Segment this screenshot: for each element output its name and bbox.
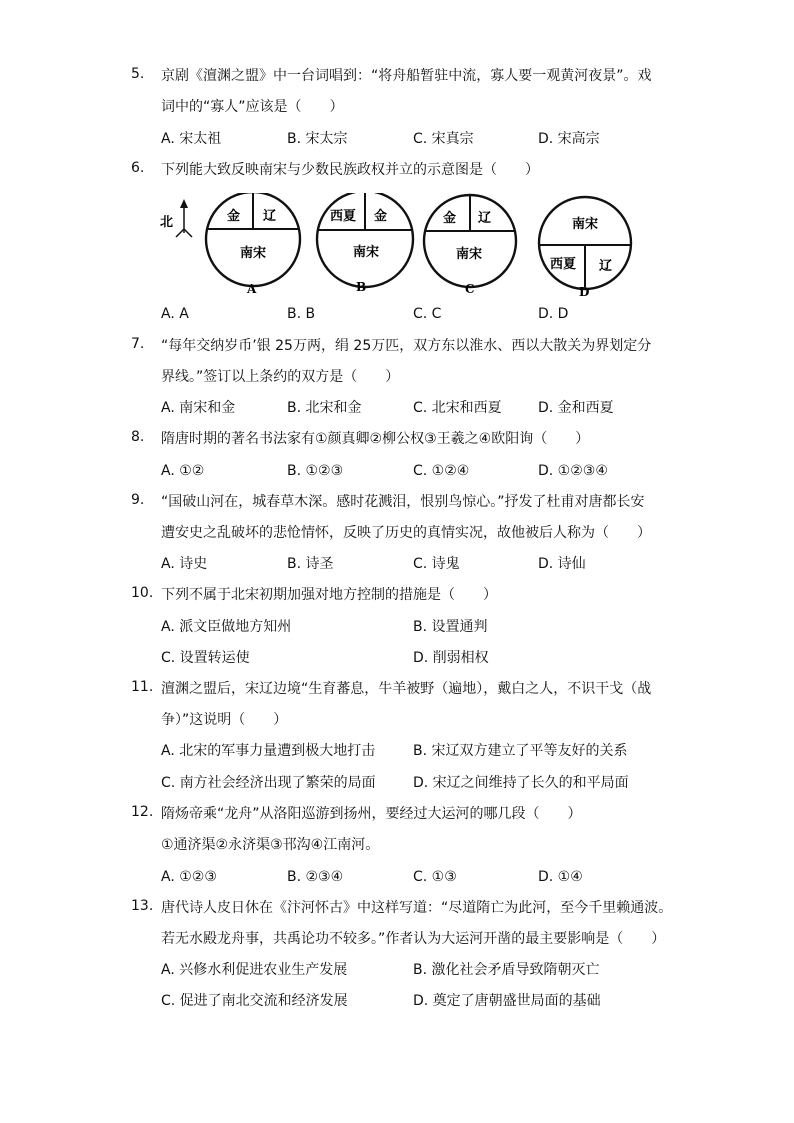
option-a[interactable]: A. A <box>161 306 189 322</box>
question-number: 9. <box>131 492 145 508</box>
region-label: 辽 <box>599 259 613 274</box>
region-label: 南宋 <box>353 245 380 260</box>
map-letter: D <box>579 285 590 298</box>
question-number: 12. <box>131 804 154 820</box>
question-number: 10. <box>131 585 154 601</box>
question-number: 5. <box>131 66 145 82</box>
option-d[interactable]: D. 奠定了唐朝盛世局面的基础 <box>413 993 601 1009</box>
option-a[interactable]: A. 宋太祖 <box>161 131 222 147</box>
question-stem-line: ①通济渠②永济渠③邗沟④江南河。 <box>161 837 380 853</box>
option-b[interactable]: B. 设置通判 <box>413 619 488 635</box>
question-stem-line: 下列不属于北宋初期加强对地方控制的措施是（ ） <box>161 587 497 603</box>
region-label: 西夏 <box>330 209 357 224</box>
option-d[interactable]: D. 削弱相权 <box>413 650 489 666</box>
option-b[interactable]: B. 北宋和金 <box>287 400 362 416</box>
question-stem-line: “每年交纳岁币’银 25万两，绢 25万匹，双方东以淮水、西以大散关为界划定分 <box>161 338 652 354</box>
option-a[interactable]: A. 北宋的军事力量遭到极大地打击 <box>161 743 376 759</box>
region-label: 辽 <box>478 211 492 226</box>
map-letter: C <box>465 282 475 296</box>
region-label: 金 <box>443 211 457 226</box>
option-c[interactable]: C. 北宋和西夏 <box>413 400 502 416</box>
option-d[interactable]: D. ①②③④ <box>538 463 608 479</box>
question-number: 8. <box>131 429 145 445</box>
question-number: 11. <box>131 679 154 695</box>
option-a[interactable]: A. ①② <box>161 463 205 479</box>
region-label: 金 <box>374 209 388 224</box>
question-stem-line: 唐代诗人皮日休在《汴河怀古》中这样写道：“尽道隋亡为此河，至今千里赖通波。 <box>161 900 673 916</box>
option-b[interactable]: B. 诗圣 <box>287 556 334 572</box>
option-a[interactable]: A. 诗史 <box>161 556 208 572</box>
option-c[interactable]: C. 诗鬼 <box>413 556 460 572</box>
question-stem-line: 遭安史之乱破坏的悲怆情怀，反映了历史的真情实况，故他被后人称为（ ） <box>161 525 651 541</box>
question-stem-line: 京剧《澶渊之盟》中一台词唱到：“将舟船暂驻中流，寡人要一观黄河夜景”。戏 <box>161 68 652 84</box>
option-a[interactable]: A. 派文臣做地方知州 <box>161 619 292 635</box>
question-number: 7. <box>131 336 145 352</box>
region-label: 南宋 <box>240 246 267 261</box>
region-label: 西夏 <box>550 257 577 272</box>
option-c[interactable]: C. 宋真宗 <box>413 131 474 147</box>
option-b[interactable]: B. 激化社会矛盾导致隋朝灭亡 <box>413 962 600 978</box>
option-c[interactable]: C. ①②④ <box>413 463 470 479</box>
question-stem-line: 隋唐时期的著名书法家有①颜真卿②柳公权③王羲之④欧阳询（ ） <box>161 431 590 447</box>
option-b[interactable]: B. ②③④ <box>287 869 344 885</box>
option-c[interactable]: C. 南方社会经济出现了繁荣的局面 <box>161 775 376 791</box>
question-stem-line: 澶渊之盟后，宋辽边境“生育蕃息，牛羊被野（遍地），戴白之人，不识干戈（战 <box>161 681 652 697</box>
option-a[interactable]: A. 南宋和金 <box>161 400 236 416</box>
question-stem-line: 界线。”签订以上条约的双方是（ ） <box>161 369 400 385</box>
option-d[interactable]: D. D <box>538 306 569 322</box>
region-label: 金 <box>227 209 241 224</box>
question-number: 6. <box>131 160 145 176</box>
question-stem-line: 若无水殿龙舟事，共禹论功不较多。”作者认为大运河开凿的最主要影响是（ ） <box>161 931 666 947</box>
region-label: 南宋 <box>456 247 483 262</box>
option-d[interactable]: D. ①④ <box>538 869 583 885</box>
region-label: 南宋 <box>572 217 599 232</box>
option-a[interactable]: A. 兴修水利促进农业生产发展 <box>161 962 348 978</box>
north-label: 北 <box>160 215 174 230</box>
option-d[interactable]: D. 宋高宗 <box>538 131 600 147</box>
question-stem-line: 词中的“寡人”应该是（ ） <box>161 99 344 115</box>
option-c[interactable]: C. 促进了南北交流和经济发展 <box>161 993 348 1009</box>
option-c[interactable]: C. ①③ <box>413 869 457 885</box>
option-c[interactable]: C. C <box>413 306 442 322</box>
map-b <box>317 193 413 294</box>
option-d[interactable]: D. 宋辽之间维持了长久的和平局面 <box>413 775 629 791</box>
north-arrow <box>160 199 192 237</box>
option-b[interactable]: B. 宋太宗 <box>287 131 348 147</box>
map-letter: A <box>247 282 257 296</box>
territory-diagram <box>158 193 648 298</box>
option-b[interactable]: B. B <box>287 306 316 322</box>
question-stem-line: 争）”这说明（ ） <box>161 712 288 728</box>
option-b[interactable]: B. ①②③ <box>287 463 344 479</box>
question-stem-line: “国破山河在，城春草木深。感时花溅泪，恨别鸟惊心。”抒发了杜甫对唐都长安 <box>161 494 645 510</box>
question-stem-line: 隋炀帝乘“龙舟”从洛阳巡游到扬州，要经过大运河的哪几段（ ） <box>161 806 582 822</box>
map-letter: B <box>356 280 367 294</box>
map-d <box>539 197 631 298</box>
question-stem-line: 下列能大致反映南宋与少数民族政权并立的示意图是（ ） <box>161 162 539 178</box>
option-d[interactable]: D. 诗仙 <box>538 556 586 572</box>
option-c[interactable]: C. 设置转运使 <box>161 650 250 666</box>
option-b[interactable]: B. 宋辽双方建立了平等友好的关系 <box>413 743 628 759</box>
map-c <box>424 195 516 296</box>
map-a <box>206 193 300 296</box>
question-number: 13. <box>131 898 154 914</box>
option-a[interactable]: A. ①②③ <box>161 869 217 885</box>
region-label: 辽 <box>263 209 277 224</box>
option-d[interactable]: D. 金和西夏 <box>538 400 614 416</box>
